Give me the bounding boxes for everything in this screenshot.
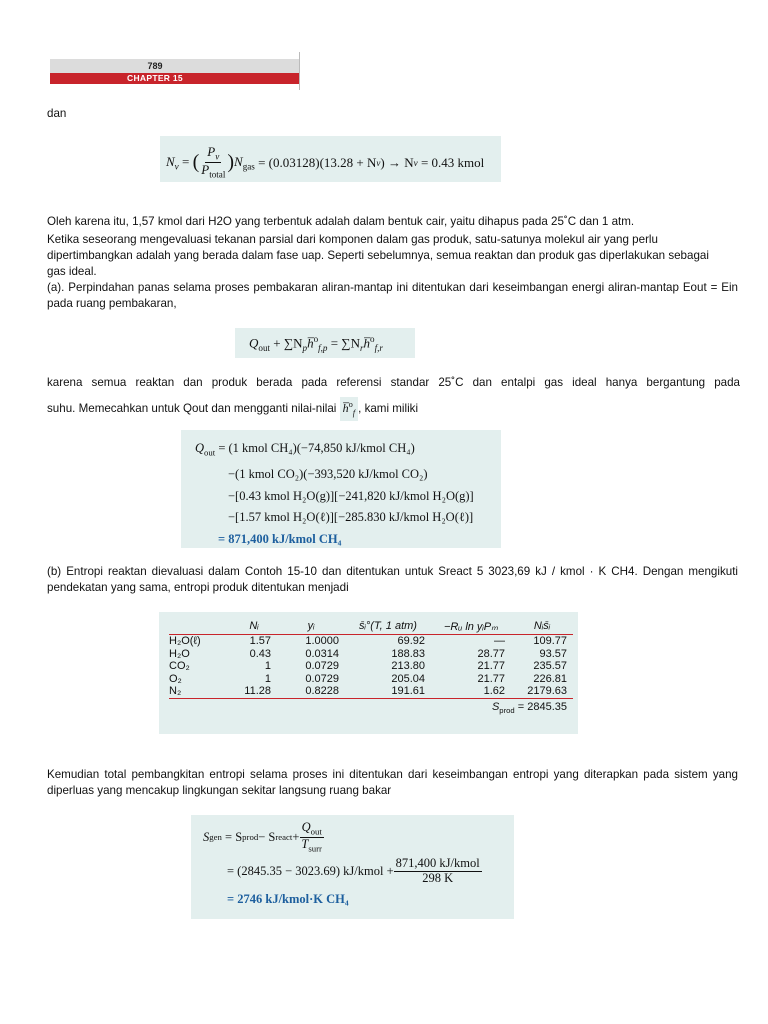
text-dan: dan — [47, 107, 67, 120]
equation-qout-box — [181, 430, 501, 548]
table-total-row: $S_{prod} = 2845.35$ — [169, 698, 573, 717]
table-row: H₂O(ℓ) 1.57 1.0000 69.92 — 109.77 — [169, 635, 573, 648]
entropy-table-box — [159, 612, 578, 734]
fraction-pv-ptotal: $\frac{P_v}{P_{total}}$ — [201, 144, 226, 180]
table-row: O₂ 1 0.0729 205.04 21.77 226.81 — [169, 672, 567, 685]
paragraph-3: (a). Perpindahan panas selama proses pembakaran aliran-mantap ini ditentukan dari keseimbangan energi aliran-mantap Eout = Ein pada ruang pembakaran, — [47, 281, 738, 310]
paragraph-6: Kemudian total pembangkitan entropi selama proses ini ditentukan dari keseimbangan entropi yang diterapkan pada sistem yang diperluas yang mencakup lingkungan sekitar langsung ruang bakar — [47, 768, 738, 797]
paragraph-4-line-1: karena semua reaktan dan produk berada pada referensi standar 25˚C dan entalpi gas ideal hanya bergantung pada — [47, 376, 740, 389]
paragraph-1: Oleh karena itu, 1,57 kmol dari H2O yang terbentuk adalah dalam bentuk cair, yaitu dihapus pada 25˚C dan 1 atm. — [47, 215, 635, 228]
paragraph-5: (b) Entropi reaktan dievaluasi dalam Contoh 15-10 dan ditentukan untuk Sreact 5 3023,69 kJ / kmol · K CH4. Dengan mengikuti pendekatan yang sama, entropi produk ditentukan menjadi — [47, 565, 738, 594]
equation-energy-balance: $Q_{out}$ + $\sum N_ph̅^o_{f,p}$ = $\sum N_rh̅^o_{f,r}$ — [249, 334, 383, 353]
equation-energy-balance-box — [235, 328, 415, 358]
sgen-result: = 2746 kJ/kmol·K CH₄ — [227, 892, 349, 906]
table-header-row: Nᵢ yᵢ s̄ᵢ°(T, 1 atm) −Rᵤ ln yᵢPₘ Nᵢs̄ᵢ — [249, 620, 551, 633]
fraction-871400-298: $\frac{\text{871,400 kJ/kmol}}{298 K}$ — [395, 856, 480, 885]
table-row: N₂ 11.28 0.8228 191.61 1.62 2179.63 — [169, 685, 567, 698]
paragraph-2: Ketika seseorang mengevaluasi tekanan parsial dari komponen dalam gas produk, satu-satunya molekul air yang perlu dipertimbangkan adalah yang berada dalam fase uap. Seperti sebelumnya, semua reaktan dan produk gas diperlakukan sebagai gas ideal. — [47, 233, 709, 278]
entropy-table — [169, 618, 573, 717]
equation-sgen: S gen = S prod − S react + $\frac{Q_{out}}{T_{surr}}$ = (2845.35 − 3023.69) kJ/kmol + $\frac{\text{871,400 kJ/kmol}}{298 K}$ = 2746 kJ/kmol·K CH₄ — [203, 821, 482, 909]
qout-result: = 871,400 kJ/kmol CH₄ — [218, 531, 342, 546]
equation-sgen-box — [191, 815, 514, 919]
inline-enthalpy-symbol: h̅$^o_f$ — [340, 397, 359, 421]
table-row: CO₂ 1 0.0729 213.80 21.77 235.57 — [169, 660, 567, 673]
fraction-qout-tsurr: $\frac{Q_{out}}{T_{surr}}$ — [301, 819, 322, 853]
equation-qout: $Q_{out} = (1$ kmol CH₄)(−74,850 kJ/kmol CH₄) −(1 kmol CO₂)(−393,520 kJ/kmol CO₂) −[0.43 kmol H₂O(g)][−241,820 kJ/kmol H₂O(g)] −[1.57 kmol H₂O(ℓ)][−285.830 kJ/kmol H₂O(ℓ)] = 871,400 kJ/kmol CH₄ — [195, 438, 474, 550]
table-row: H₂O 0.43 0.0314 188.83 28.77 93.57 — [169, 647, 567, 660]
equation-nv: $N_v$ = ( $\frac{P_v}{P_{total}}$ ) $N_{gas}$ = (0.03128)(13.28 + N v ) → N v = 0.43 kmol — [166, 144, 485, 180]
equation-nv-box — [160, 136, 501, 182]
header-divider — [299, 52, 300, 90]
page-number: 789 — [147, 61, 163, 71]
paragraph-4-line-2: suhu. Memecahkan untuk Qout dan mengganti nilai-nilai h̅$^o_f$ , kami miliki — [47, 397, 647, 421]
chapter-label: CHAPTER 15 — [127, 73, 183, 83]
